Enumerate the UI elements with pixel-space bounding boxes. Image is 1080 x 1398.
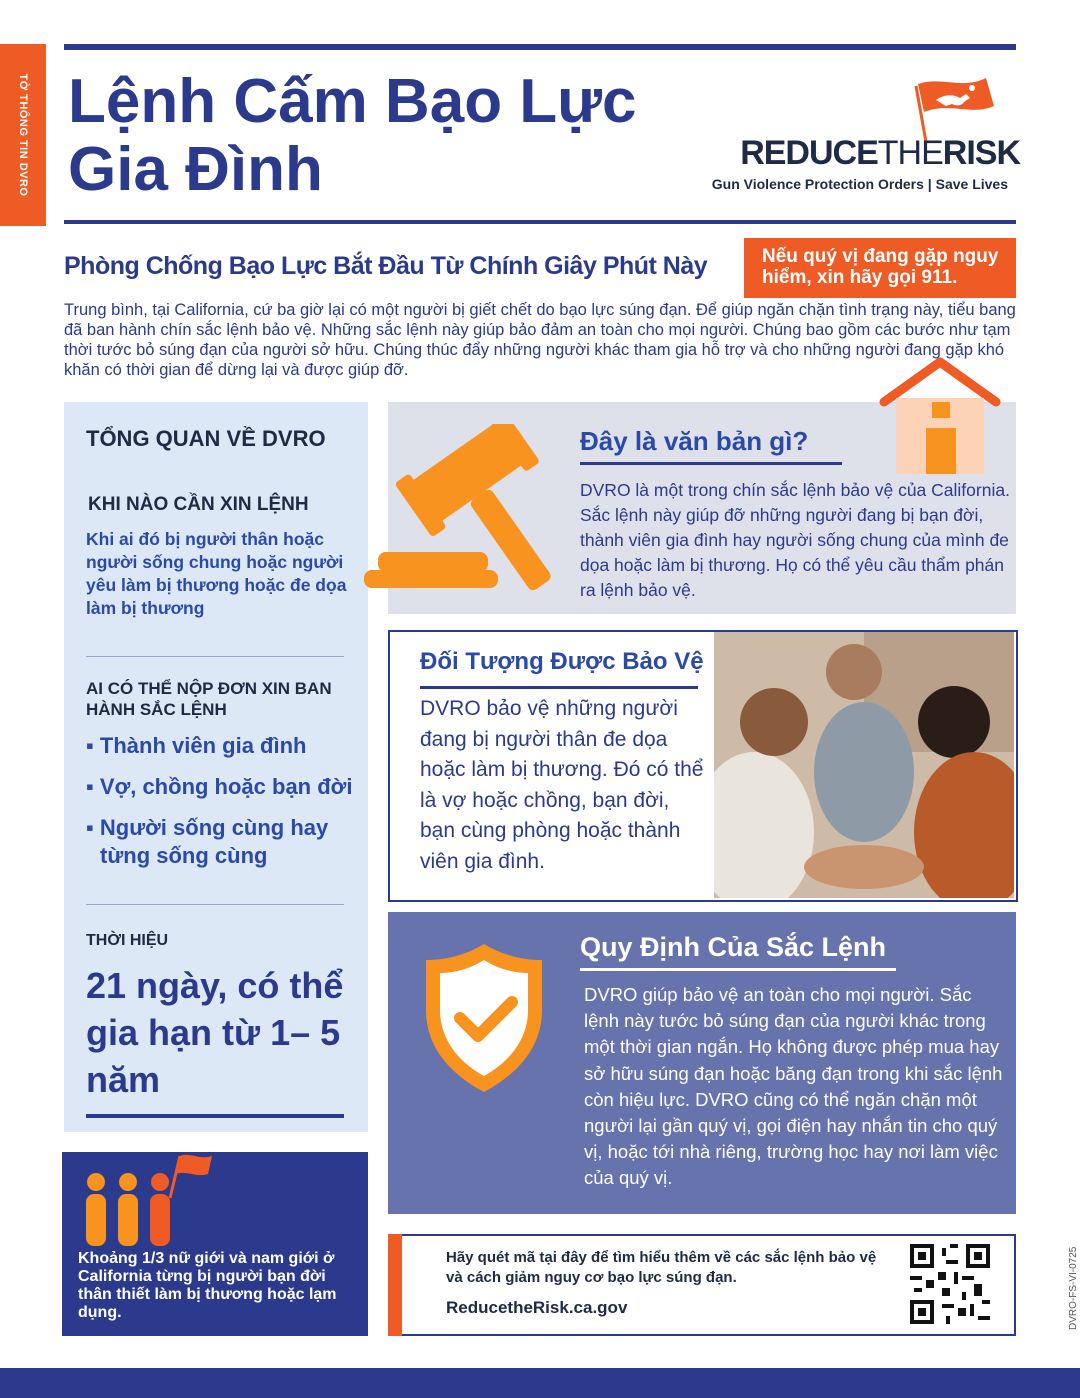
duration-underline xyxy=(86,1114,344,1118)
header-rule xyxy=(64,220,1016,224)
who-heading: AI CÓ THỂ NỘP ĐƠN XIN BAN HÀNH SẮC LỆNH xyxy=(86,679,332,719)
what-text: DVRO là một trong chín sắc lệnh bảo vệ của California. Sắc lệnh này giúp đỡ những người đang bị bạn đời, thành viên gia đình hay người sống chung của mình đe dọa hoặc làm bị thương. Họ có thể yêu cầu thẩm phán ra lệnh bảo vệ. xyxy=(580,480,1010,600)
rules-text: DVRO giúp bảo vệ an toàn cho mọi người. Sắc lệnh này tước bỏ súng đạn của người khác trong một thời gian ngắn. Họ không được phép mua hay sở hữu súng đạn hoặc băng đạn trong khi sắc lệnh còn hiệu lực. DVRO cũng có thể ngăn chặn một người lại gần quý vị, gọi điện hay nhắn tin cho quý vị, hoặc tới nhà riêng, trường học hay nơi làm việc của quý vị. xyxy=(584,984,1003,1189)
flag-icon xyxy=(902,72,1014,142)
heading-underline xyxy=(420,686,698,689)
house-icon xyxy=(874,356,1006,476)
intro-paragraph: Trung bình, tại California, cứ ba giờ lại có một người bị giết chết do bạo lực súng đạn. Để giúp ngăn chặn tình trạng này, tiểu bang đã ban hành chín sắc lệnh bảo vệ. Những sắc lệnh này giúp bảo đảm an toàn cho mọi người. Chúng bao gồm các bước như tạm thời tước bỏ súng đạn của người sở hữu. Chúng thúc đẩy những người khác tham gia hỗ trợ và cho những người đang gặp khó khăn có thời gian để dừng lại và được giúp đỡ. xyxy=(64,301,1016,379)
support-group-photo xyxy=(714,632,1014,898)
top-rule xyxy=(64,44,1016,50)
document-code: DVRO-FS-VI-0725 xyxy=(1068,1246,1079,1330)
duration-heading: THỜI HIỆU xyxy=(86,932,169,949)
logo-wordmark: REDUCETHERISK xyxy=(740,134,1020,172)
qr-accent-bar xyxy=(388,1234,402,1336)
page-title: Lệnh Cấm Bạo Lực Gia Đình xyxy=(68,67,637,204)
list-item: ▪ Thành viên gia đình xyxy=(86,733,307,758)
divider xyxy=(86,904,344,905)
divider xyxy=(86,656,344,657)
website-link[interactable]: ReducetheRisk.ca.gov xyxy=(446,1298,628,1317)
shield-check-icon xyxy=(420,940,548,1096)
statistic-text: Khoảng 1/3 nữ giới và nam giới ở California từng bị người bạn đời thân thiết làm bị thương hoặc lạm dụng. xyxy=(78,1250,337,1321)
logo-tagline: Gun Violence Protection Orders | Save Lives xyxy=(711,176,1008,192)
overview-heading: TỔNG QUAN VỀ DVRO xyxy=(86,426,326,451)
who-list xyxy=(86,732,366,883)
list-item: ▪ Người sống cùng hay từng sống cùng xyxy=(86,815,329,868)
heading-underline xyxy=(580,968,896,971)
heading-underline xyxy=(580,462,842,465)
rules-heading: Quy Định Của Sắc Lệnh xyxy=(580,932,887,962)
bottom-bar xyxy=(0,1368,1080,1398)
when-heading: KHI NÀO CẦN XIN LỆNH xyxy=(88,494,309,515)
when-text: Khi ai đó bị người thân hoặc người sống chung hoặc người yêu làm bị thương hoặc đe dọa làm bị thương xyxy=(86,529,347,618)
emergency-alert: Nếu quý vị đang gặp nguy hiểm, xin hãy gọi 911. xyxy=(744,238,1016,298)
protected-heading: Đối Tượng Được Bảo Vệ xyxy=(420,648,704,675)
list-item: ▪ Vợ, chồng hoặc bạn đời xyxy=(86,774,353,799)
what-heading: Đây là văn bản gì? xyxy=(580,426,809,456)
qr-text: Hãy quét mã tại đây để tìm hiểu thêm về các sắc lệnh bảo vệ và cách giảm nguy cơ bạo lực súng đạn. xyxy=(446,1249,877,1286)
qr-code-icon[interactable] xyxy=(910,1244,990,1324)
people-flag-icon xyxy=(78,1152,218,1250)
protected-text: DVRO bảo vệ những người đang bị người thân đe dọa hoặc làm bị thương. Đó có thể là vợ hoặc chồng, bạn đời, bạn cùng phòng hoặc thành viên gia đình. xyxy=(420,697,704,873)
side-tab-label: TỜ THÔNG TIN DVRO xyxy=(17,73,29,197)
side-tab xyxy=(0,44,46,226)
duration-text: 21 ngày, có thể gia hạn từ 1– 5 năm xyxy=(86,965,344,1100)
gavel-icon xyxy=(360,424,570,594)
subtitle: Phòng Chống Bạo Lực Bắt Đầu Từ Chính Giây Phút Này xyxy=(64,252,708,280)
